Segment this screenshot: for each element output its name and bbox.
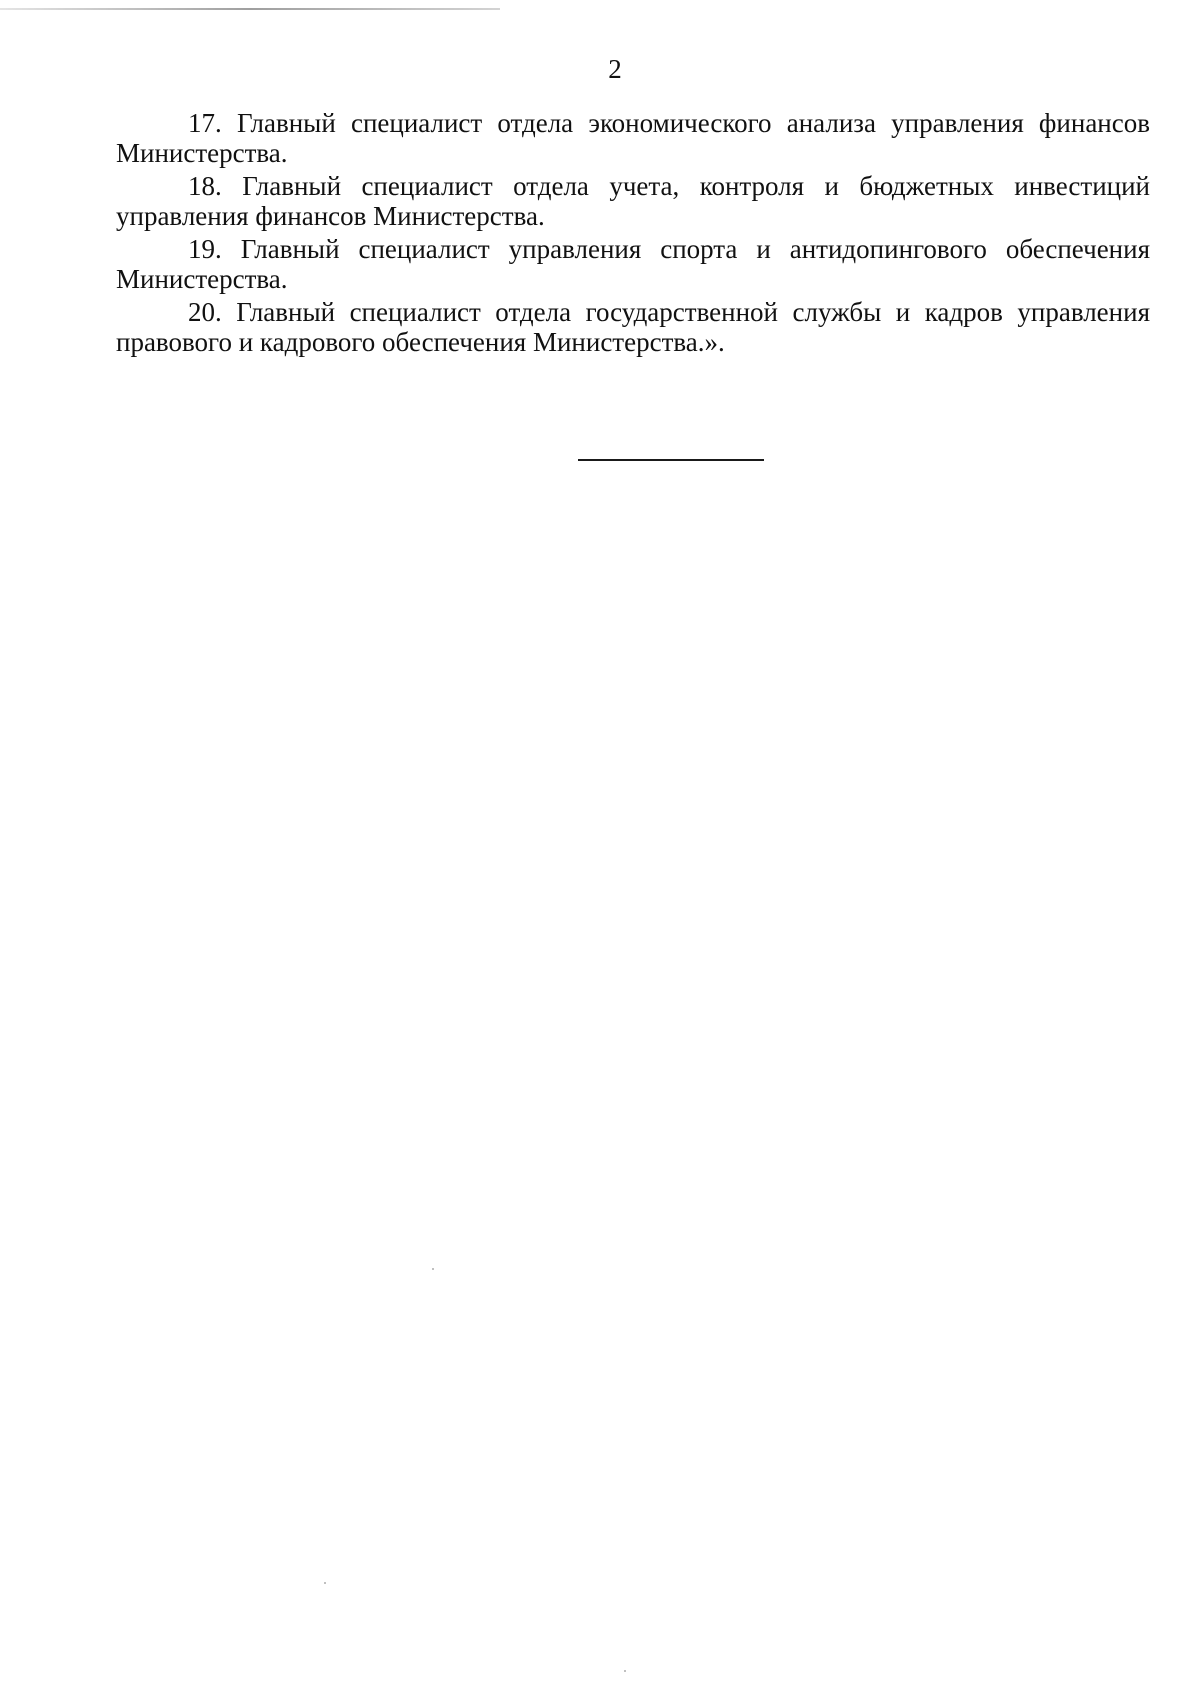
scan-speck — [432, 1268, 434, 1270]
end-of-document-rule — [578, 459, 764, 461]
list-item-20: 20. Главный специалист отдела государственной службы и кадров управления правового и кадрового обеспечения Министерства.». — [116, 297, 1150, 357]
list-item-19: 19. Главный специалист управления спорта и антидопингового обеспечения Министерства. — [116, 234, 1150, 294]
scan-speck — [624, 1670, 626, 1672]
list-item-18: 18. Главный специалист отдела учета, контроля и бюджетных инвестиций управления финансов Министерства. — [116, 171, 1150, 231]
document-body — [116, 108, 1150, 360]
scan-speck — [324, 1582, 326, 1584]
list-item-17: 17. Главный специалист отдела экономического анализа управления финансов Министерства. — [116, 108, 1150, 168]
page-number: 2 — [608, 54, 622, 84]
scan-edge-line — [0, 8, 500, 10]
